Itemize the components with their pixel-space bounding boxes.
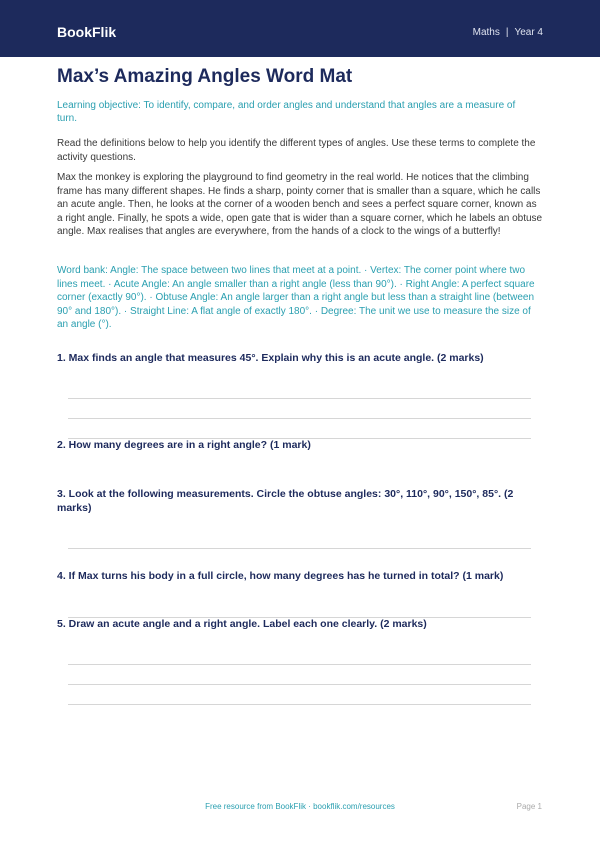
meta-separator: | (505, 27, 509, 38)
question-4: 4. If Max turns his body in a full circle, how many degrees has he turned in total? (1 mark) (57, 570, 504, 582)
intro-paragraph: Read the definitions below to help you identify the different types of angles. Use these terms to complete the activity questions. (57, 138, 536, 163)
word-bank: Word bank: Angle: The space between two lines that meet at a point. · Vertex: The corner point where two lines meet. · Acute Angle: An angle smaller than a right angle (less than 90°). · Right Angle: A perfect square corner (exactly 90°). · Obtuse Angle: An angle larger than a right angle but less than a straight line (between 90° and 180°). · Straight Line: A flat angle of exactly 180°. · Degree: The unit we use to measure the size of an angle (°). (57, 265, 535, 330)
subject-label: Maths (472, 27, 500, 38)
answer-line[interactable] (68, 684, 531, 685)
question-5: 5. Draw an acute angle and a right angle. Label each one clearly. (2 marks) (57, 618, 427, 630)
question-3: 3. Look at the following measurements. Circle the obtuse angles: 30°, 110°, 90°, 150°, 85°. (2 marks) (57, 488, 514, 514)
page-title: Max’s Amazing Angles Word Mat (57, 66, 353, 87)
learning-objective: Learning objective: To identify, compare, and order angles and understand that angles are a measure of turn. (57, 100, 516, 124)
footer-link[interactable]: Free resource from BookFlik · bookflik.com/resources (205, 802, 395, 811)
question-2: 2. How many degrees are in a right angle? (1 mark) (57, 439, 311, 451)
subject-year-label (473, 27, 543, 39)
header-bar (0, 0, 600, 57)
answer-line[interactable] (68, 418, 531, 419)
story-paragraph: Max the monkey is exploring the playground to find geometry in the real world. He notices that the climbing frame has many different shapes. He finds a sharp, pointy corner that is smaller than a square, which he calls an acute angle. Then, he looks at the corner of a wooden bench and sees a perfect square corner, known as a right angle. Finally, he spots a wide, open gate that is wider than a square corner, which he labels an obtuse angle. Max realises that angles are everywhere, from the hands of a clock to the wings of a butterfly! (57, 172, 543, 237)
question-1: 1. Max finds an angle that measures 45°. Explain why this is an acute angle. (2 marks) (57, 352, 484, 364)
answer-line[interactable] (68, 664, 531, 665)
page-number: Page 1 (516, 802, 542, 811)
answer-line[interactable] (68, 548, 531, 549)
answer-line[interactable] (68, 398, 531, 399)
year-label: Year 4 (514, 27, 543, 38)
brand-logo[interactable]: BookFlik (57, 24, 117, 40)
answer-line[interactable] (68, 704, 531, 705)
